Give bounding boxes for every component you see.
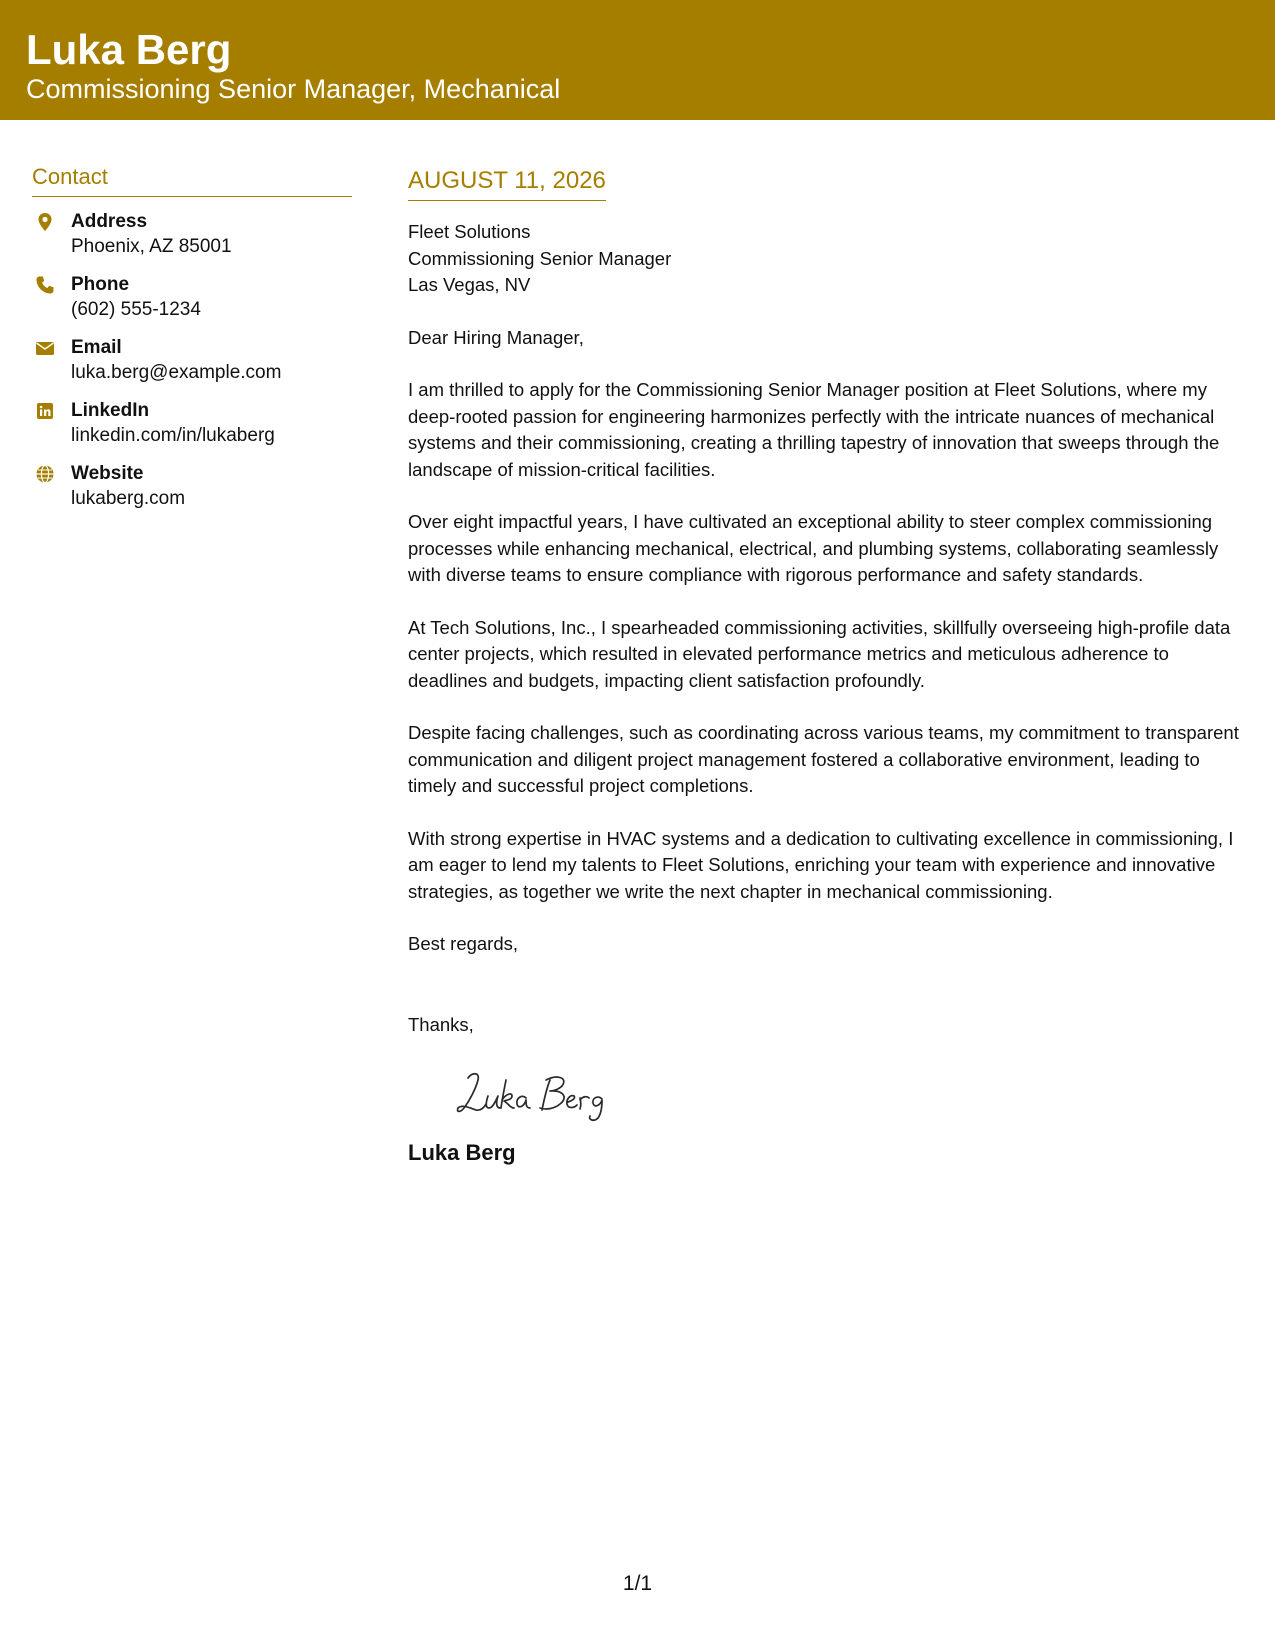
salutation: Dear Hiring Manager, — [408, 326, 584, 348]
letter-paragraph: Despite facing challenges, such as coordinating across various teams, my commitment to transparent communication and diligent project management fostered a collaborative environment, leading to timely and successful project completions. — [408, 722, 1239, 796]
recipient-company: Fleet Solutions — [408, 221, 531, 242]
letter-paragraph: With strong expertise in HVAC systems and a dedication to cultivating excellence in commissioning, I am eager to lend my talents to Fleet Solutions, enriching your team with experience and innovative strategies, as together we write the next chapter in mechanical commissioning. — [408, 827, 1234, 902]
phone-icon — [35, 275, 55, 295]
contact-item-website — [32, 461, 352, 524]
thanks-line: Thanks, — [408, 1013, 474, 1035]
closing: Best regards, — [408, 933, 519, 954]
contact-label: Email — [71, 337, 122, 358]
contact-item-address — [32, 209, 352, 272]
recipient-block — [408, 219, 1250, 299]
contact-heading: Contact — [32, 160, 352, 197]
contact-label: LinkedIn — [71, 400, 150, 421]
contact-item-linkedin — [32, 398, 352, 461]
signer-name: Luka Berg — [408, 1140, 516, 1165]
letter-paragraph: Over eight impactful years, I have cultivated an exceptional ability to steer complex commissioning processes while enhancing mechanical, electrical, and plumbing systems, collaborating seamlessly with diverse teams to ensure compliance with rigorous performance and safety standards. — [408, 511, 1219, 585]
applicant-job-title: Commissioning Senior Manager, Mechanical — [26, 74, 561, 104]
page-number: 1/1 — [622, 1572, 653, 1595]
globe-icon — [35, 464, 55, 484]
linkedin-icon — [35, 401, 55, 421]
contact-value: Phoenix, AZ 85001 — [71, 236, 232, 257]
letter-date: AUGUST 11, 2026 — [408, 164, 606, 201]
contact-sidebar — [32, 160, 352, 524]
applicant-name: Luka Berg — [26, 26, 232, 73]
contact-value: luka.berg@example.com — [71, 362, 282, 383]
recipient-location: Las Vegas, NV — [408, 274, 531, 295]
contact-value: lukaberg.com — [71, 488, 186, 509]
contact-label: Website — [71, 463, 144, 484]
contact-value: linkedin.com/in/lukaberg — [71, 425, 275, 446]
letter-paragraph: I am thrilled to apply for the Commissioning Senior Manager position at Fleet Solutions, where my deep-rooted passion for engineering harmonizes perfectly with the intricate nuances of mechanical systems and their commissioning, creating a thrilling tapestry of innovation that sweeps through the landscape of mission-critical facilities. — [408, 379, 1220, 480]
header-banner — [0, 0, 1275, 120]
map-pin-icon — [35, 212, 55, 232]
letter-body — [408, 164, 1250, 1168]
handwritten-signature — [454, 1066, 634, 1124]
envelope-icon — [35, 338, 55, 358]
recipient-position: Commissioning Senior Manager — [408, 247, 672, 269]
contact-item-phone — [32, 272, 352, 335]
contact-value: (602) 555-1234 — [71, 299, 201, 320]
contact-item-email — [32, 335, 352, 398]
contact-label: Phone — [71, 274, 130, 295]
contact-label: Address — [71, 211, 148, 232]
letter-paragraph: At Tech Solutions, Inc., I spearheaded commissioning activities, skillfully overseeing high-profile data center projects, which resulted in elevated performance metrics and meticulous adherence to deadlines and budgets, impacting client satisfaction profoundly. — [408, 616, 1231, 691]
